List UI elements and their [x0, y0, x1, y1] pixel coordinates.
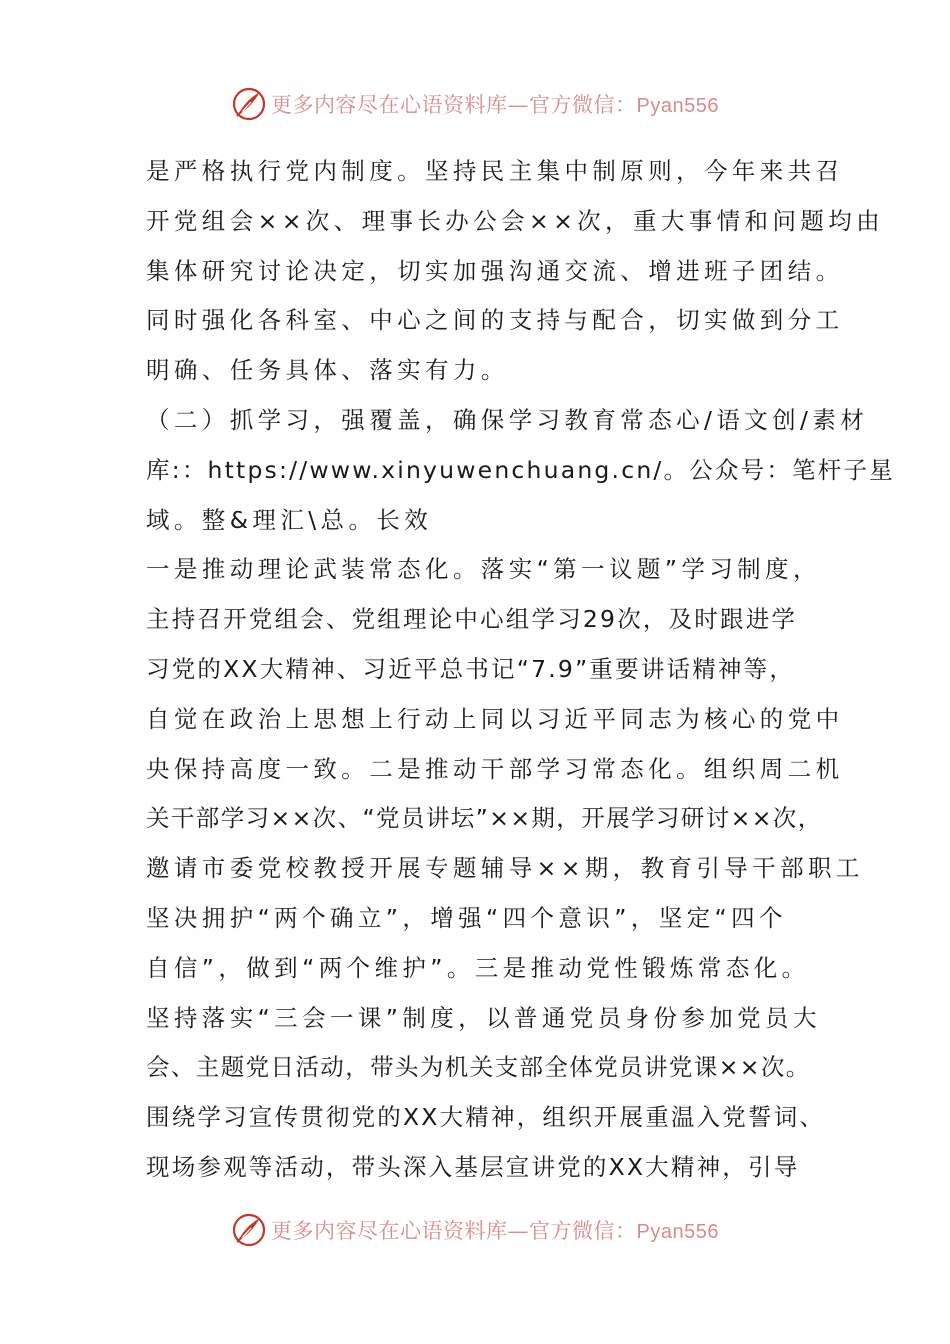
- body-line: 一是推动理论武装常态化。落实“第一议题”学习制度，: [146, 555, 821, 584]
- watermark-text: 更多内容尽在心语资料库—官方微信：: [271, 1219, 637, 1243]
- watermark-id: Pyan556: [636, 95, 719, 117]
- body-line: 开党组会××次、理事长办公会××次，重大事情和问题均由: [146, 206, 885, 235]
- body-line: 邀请市委党校教授开展专题辅导××期，教育引导干部职工: [146, 854, 864, 883]
- body-line: 是严格执行党内制度。坚持民主集中制原则，今年来共召: [146, 157, 844, 185]
- watermark-banner-bottom: [0, 1210, 950, 1250]
- body-line: 自觉在政治上思想上行动上同以习近平同志为核心的党中: [146, 704, 844, 733]
- quill-logo-icon: [231, 1212, 267, 1248]
- watermark-text: 更多内容尽在心语资料库—官方微信：: [271, 93, 637, 117]
- body-line: 库:：https://www.xinyuwenchuang.cn/。公众号：笔杆子星: [146, 455, 895, 484]
- watermark-id: Pyan556: [636, 1221, 719, 1243]
- body-line: 会、主题党日活动，带头为机关支部全体党员讲党课××次。: [146, 1053, 811, 1082]
- body-line: 坚持落实“三会一课”制度，以普通党员身份参加党员大: [146, 1003, 821, 1032]
- body-line: 围绕学习宣传贯彻党的XX大精神，组织开展重温入党誓词、: [146, 1103, 826, 1132]
- body-line: 域。整&理汇\总。长效: [146, 505, 433, 534]
- body-line: 关干部学习××次、“党员讲坛”××期，开展学习研讨××次，: [146, 804, 823, 833]
- body-line: 主持召开党组会、党组理论中心组学习29次，及时跟进学: [146, 605, 798, 634]
- body-line: 坚决拥护“两个确立”，增强“四个意识”，坚定“四个: [146, 903, 787, 932]
- body-line: 自信”，做到“两个维护”。三是推动党性锻炼常态化。: [146, 953, 810, 982]
- body-line: 习党的XX大精神、习近平总书记“7.9”重要讲话精神等，: [146, 654, 796, 683]
- body-line: 央保持高度一致。二是推动干部学习常态化。组织周二机: [146, 754, 844, 783]
- quill-logo-icon: [231, 86, 267, 122]
- watermark-banner-top: [0, 84, 950, 124]
- section-heading: （二）抓学习，强覆盖，确保学习教育常态心/语文创/素材: [146, 405, 869, 434]
- body-line: 同时强化各科室、中心之间的支持与配合，切实做到分工: [146, 306, 844, 335]
- body-line: 集体研究讨论决定，切实加强沟通交流、增进班子团结。: [146, 256, 844, 285]
- body-line: 明确、任务具体、落实有力。: [146, 356, 509, 385]
- body-line: 现场参观等活动，带头深入基层宣讲党的XX大精神，引导: [146, 1152, 800, 1181]
- document-body: [146, 147, 895, 1193]
